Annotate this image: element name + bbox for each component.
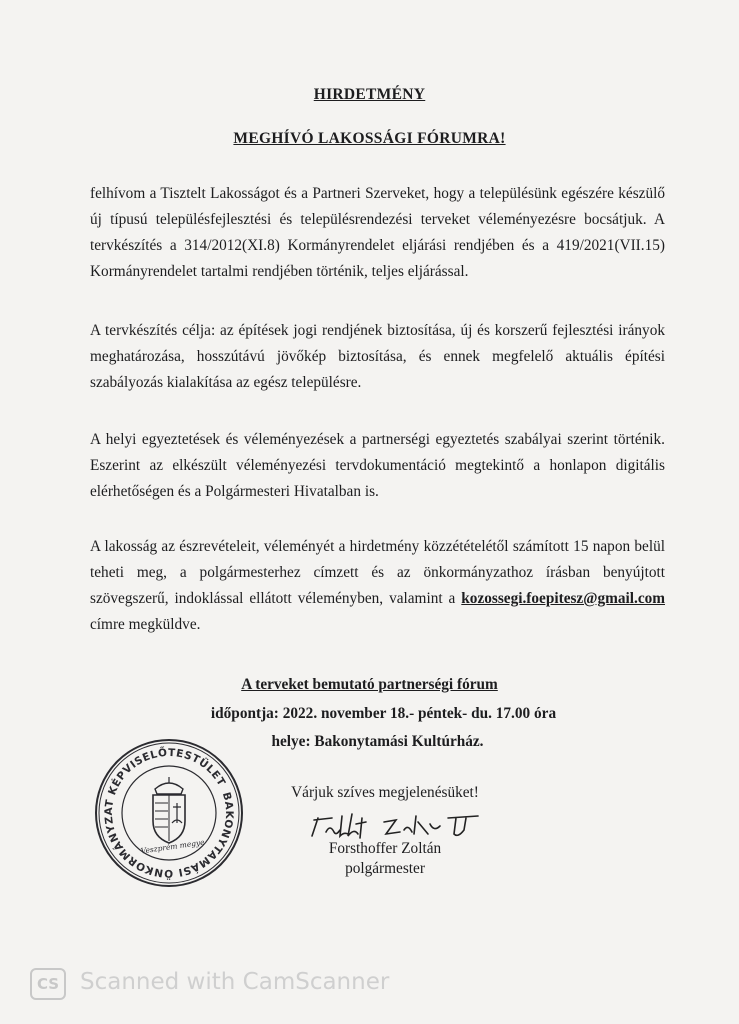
watermark-text: Scanned with CamScanner (80, 969, 390, 995)
forum-date: időpontja: 2022. november 18.- péntek- du. 17.00 óra (210, 705, 557, 722)
camscanner-logo-icon: CS (30, 968, 66, 1000)
email-link[interactable]: kozossegi.foepitesz@gmail.com (461, 590, 665, 607)
camscanner-watermark (0, 954, 739, 1024)
handwritten-signature (308, 808, 488, 844)
forum-heading: A terveket bemutató partnerségi fórum (241, 676, 498, 693)
official-stamp (93, 737, 245, 889)
paragraph-invitation: felhívom a Tisztelt Lakosságot és a Partneri Szerveket, hogy a településünk egészére készülő új típusú településfejlesztési és településrendezési terveket véleményezésre bocsátjuk. A tervkészítés a 314/2012(XI.8) Kormányrendelet eljárási rendjében és a 419/2021(VII.15) Kormányrendelet tartalmi rendjében történik, teljes eljárással. (90, 185, 665, 280)
stamp-ring-text: BAKONYTAMÁSI ÖNKORMÁNYZAT KÉPVISELŐTESTÜLET (102, 746, 236, 880)
submission-text-start: A lakosság az észrevételeit, véleményét a hirdetmény közzétételétől számított 15 napon belül teheti meg, a polgármesterhez címzett és az önkormányzathoz írásban benyújtott szövegszerű, indoklással ellátott véleményben, valamint a (90, 538, 665, 607)
document-title: HIRDETMÉNY (313, 86, 426, 103)
document-subtitle: MEGHÍVÓ LAKOSSÁGI FÓRUMRA! (233, 130, 506, 147)
coat-of-arms-icon (153, 777, 185, 843)
paragraph-purpose: A tervkészítés célja: az építések jogi rendjének biztosítása, új és korszerű fejlesztési irányok meghatározása, hosszútávú jövőkép biztosítása, és ennek megfelelő aktuális építési szabályozás kialakítása az egész településre. (90, 322, 665, 391)
forum-place: helye: Bakonytamási Kultúrház. (271, 733, 484, 750)
signer-role: polgármester (345, 860, 425, 877)
signer-name: Forsthoffer Zoltán (328, 840, 442, 857)
stamp-inner-text: Veszprém megye (140, 837, 206, 856)
paragraph-submission (90, 534, 665, 638)
paragraph-consultation: A helyi egyeztetések és véleményezések a partnerségi egyeztetés szabályai szerint történik. Eszerint az elkészült véleményezési tervdokumentáció megtekintő a honlapon digitális elérhetőségen és a Polgármesteri Hivatalban is. (90, 431, 665, 500)
closing-greeting: Várjuk szíves megjelenésüket! (291, 784, 479, 801)
submission-text-end: címre megküldve. (90, 616, 201, 633)
